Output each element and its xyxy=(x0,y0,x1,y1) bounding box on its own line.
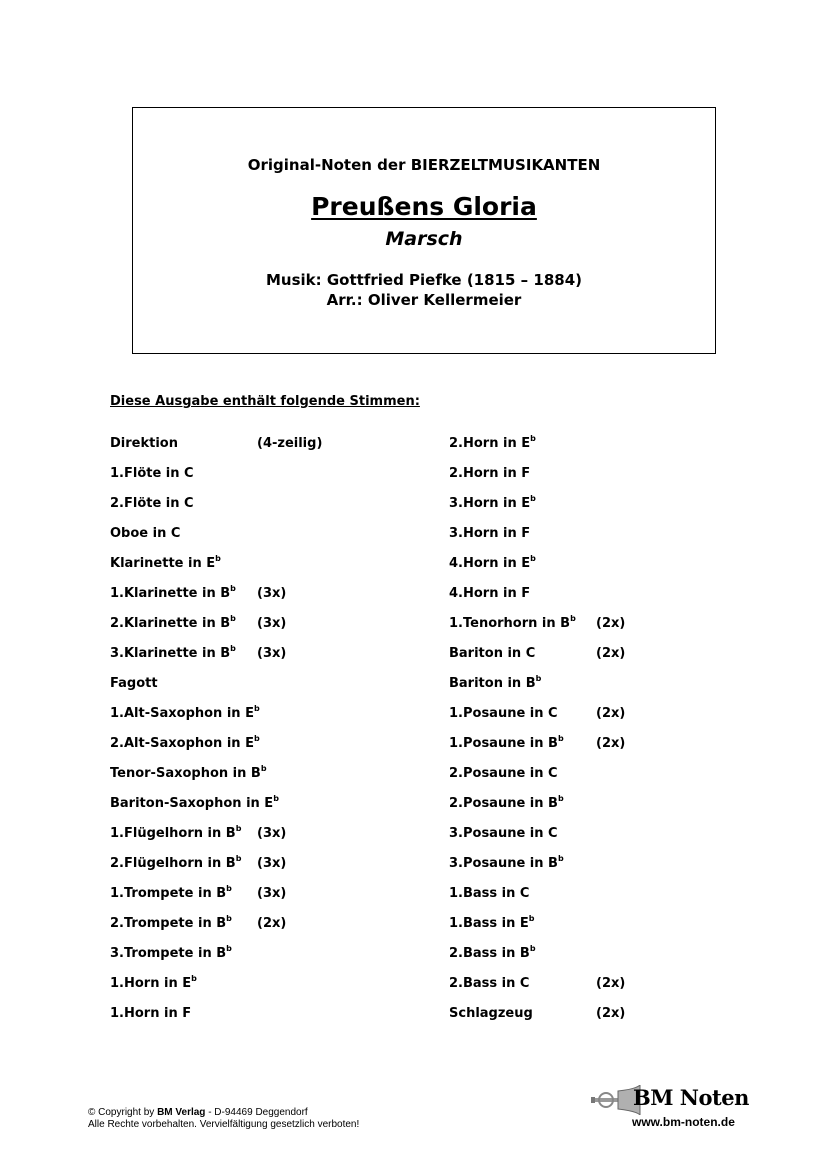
part-row xyxy=(110,1006,410,1036)
flat-sign: b xyxy=(230,643,236,653)
part-name-text: 3.Posaune in C xyxy=(449,826,558,841)
part-name-text: Fagott xyxy=(110,676,158,691)
part-name-text: 2.Trompete in B xyxy=(110,916,227,931)
part-name-text: 3.Horn in E xyxy=(449,496,531,511)
part-row xyxy=(449,886,749,916)
part-name xyxy=(110,496,194,511)
part-name xyxy=(449,526,530,541)
bm-noten-logo xyxy=(590,1085,749,1135)
part-name xyxy=(449,826,558,841)
part-name xyxy=(110,883,232,901)
flat-sign: b xyxy=(557,853,564,863)
part-row xyxy=(449,526,749,556)
part-row xyxy=(110,496,410,526)
part-row xyxy=(110,526,410,556)
part-name xyxy=(110,583,236,601)
arranger-credit: Arr.: Oliver Kellermeier xyxy=(326,291,522,309)
flat-sign: b xyxy=(226,913,232,923)
parts-column-left xyxy=(110,436,410,1036)
part-name-text: 1.Posaune in C xyxy=(449,706,558,721)
part-name xyxy=(110,703,260,721)
composer-credit: Musik: Gottfried Piefke (1815 – 1884) xyxy=(266,271,582,289)
part-name-text: Bariton-Saxophon in E xyxy=(110,796,274,811)
part-row xyxy=(110,733,410,766)
part-name-text: 1.Bass in E xyxy=(449,916,529,931)
part-name xyxy=(110,913,232,931)
part-name-text: 2.Posaune in B xyxy=(449,796,558,811)
piece-title-text: Preußens Gloria xyxy=(311,192,537,221)
part-row xyxy=(110,763,410,796)
part-row xyxy=(449,493,749,526)
flat-sign: b xyxy=(253,733,260,743)
parts-list-heading: Diese Ausgabe enthält folgende Stimmen: xyxy=(110,394,420,409)
part-row xyxy=(110,913,410,946)
part-row xyxy=(449,673,749,706)
part-name-text: Direktion xyxy=(110,436,178,451)
flat-sign: b xyxy=(235,853,242,863)
part-row xyxy=(110,943,410,976)
part-row xyxy=(449,1006,749,1036)
part-name xyxy=(110,553,221,571)
copyright-line xyxy=(88,1107,359,1119)
part-name xyxy=(449,553,536,571)
part-row xyxy=(110,643,410,676)
part-name xyxy=(449,673,542,691)
flat-sign: b xyxy=(535,673,542,683)
part-name xyxy=(110,853,242,871)
part-row xyxy=(449,766,749,796)
part-count: (4-zeilig) xyxy=(257,436,323,451)
part-name-text: 1.Alt-Saxophon in E xyxy=(110,706,254,721)
flat-sign: b xyxy=(273,793,279,803)
flat-sign: b xyxy=(230,583,236,593)
part-name-text: 2.Flöte in C xyxy=(110,496,194,511)
part-name-text: 1.Trompete in B xyxy=(110,886,227,901)
part-name xyxy=(110,643,236,661)
part-row xyxy=(110,583,410,616)
part-row xyxy=(449,613,749,646)
part-row xyxy=(449,976,749,1006)
part-count: (3x) xyxy=(257,646,287,661)
logo-url: www.bm-noten.de xyxy=(632,1115,735,1129)
part-count: (3x) xyxy=(257,856,287,871)
title-box xyxy=(132,107,716,354)
part-name xyxy=(110,943,232,961)
flat-sign: b xyxy=(230,613,236,623)
part-name-text: Bariton in B xyxy=(449,676,536,691)
part-name-text: 2.Horn in E xyxy=(449,436,531,451)
part-row xyxy=(110,553,410,586)
part-name xyxy=(449,646,535,661)
part-row xyxy=(449,913,749,946)
part-count: (2x) xyxy=(596,1006,626,1021)
part-name-text: Tenor-Saxophon in B xyxy=(110,766,261,781)
parts-column-right xyxy=(449,433,749,1036)
part-count: (2x) xyxy=(257,916,287,931)
part-name xyxy=(449,1006,533,1021)
part-row xyxy=(110,823,410,856)
part-name xyxy=(110,973,197,991)
flat-sign: b xyxy=(528,913,535,923)
flat-sign: b xyxy=(253,703,260,713)
part-name-text: 2.Bass in C xyxy=(449,976,530,991)
part-name xyxy=(110,823,242,841)
part-name xyxy=(449,586,530,601)
part-row xyxy=(449,553,749,586)
part-name xyxy=(110,526,180,541)
part-row xyxy=(110,436,410,466)
flat-sign: b xyxy=(260,763,267,773)
part-name xyxy=(449,793,564,811)
part-name-text: Bariton in C xyxy=(449,646,536,661)
part-count: (3x) xyxy=(257,616,287,631)
part-name xyxy=(110,793,279,811)
part-name xyxy=(110,733,260,751)
part-name-text: 1.Horn in E xyxy=(110,976,192,991)
part-name xyxy=(449,733,564,751)
part-row xyxy=(110,466,410,496)
part-row xyxy=(110,853,410,886)
part-name-text: 1.Bass in C xyxy=(449,886,530,901)
part-row xyxy=(449,733,749,766)
part-name-text: 3.Trompete in B xyxy=(110,946,227,961)
part-name-text: 1.Tenorhorn in B xyxy=(449,616,571,631)
part-row xyxy=(110,793,410,826)
flat-sign: b xyxy=(226,883,232,893)
logo-text: BM Noten xyxy=(633,1085,749,1110)
part-row xyxy=(449,826,749,856)
part-name xyxy=(110,676,158,691)
flat-sign: b xyxy=(557,733,564,743)
part-row xyxy=(449,466,749,496)
part-name-text: 4.Horn in F xyxy=(449,586,531,601)
publisher-address: - D-94469 Deggendorf xyxy=(205,1107,308,1118)
part-row xyxy=(449,793,749,826)
part-count: (2x) xyxy=(596,616,626,631)
part-row xyxy=(449,943,749,976)
part-name xyxy=(449,433,536,451)
part-name-text: Oboe in C xyxy=(110,526,181,541)
part-row xyxy=(110,703,410,736)
part-name xyxy=(449,493,536,511)
part-count: (3x) xyxy=(257,886,287,901)
part-name-text: 2.Horn in F xyxy=(449,466,531,481)
flat-sign: b xyxy=(529,943,536,953)
flat-sign: b xyxy=(557,793,564,803)
part-count: (3x) xyxy=(257,586,287,601)
part-name xyxy=(449,976,529,991)
part-row xyxy=(110,676,410,706)
part-name xyxy=(110,1006,191,1021)
part-count: (2x) xyxy=(596,736,626,751)
part-name-text: 1.Horn in F xyxy=(110,1006,192,1021)
part-row xyxy=(110,613,410,646)
part-row xyxy=(449,853,749,886)
part-name-text: 1.Flügelhorn in B xyxy=(110,826,236,841)
rights-line: Alle Rechte vorbehalten. Vervielfältigung gesetzlich verboten! xyxy=(88,1119,360,1130)
part-name xyxy=(449,766,558,781)
part-name xyxy=(110,613,236,631)
part-name xyxy=(110,763,267,781)
part-row xyxy=(449,433,749,466)
flat-sign: b xyxy=(235,823,242,833)
part-name-text: 3.Posaune in B xyxy=(449,856,558,871)
part-name xyxy=(110,466,194,481)
part-name xyxy=(110,436,178,451)
part-name-text: 2.Klarinette in B xyxy=(110,616,231,631)
part-name-text: 1.Flöte in C xyxy=(110,466,194,481)
part-name-text: 3.Horn in F xyxy=(449,526,531,541)
part-name-text: 2.Alt-Saxophon in E xyxy=(110,736,254,751)
part-row xyxy=(449,646,749,676)
part-count: (2x) xyxy=(596,706,626,721)
flat-sign: b xyxy=(530,433,536,443)
part-name xyxy=(449,913,535,931)
copyright-prefix: © Copyright by xyxy=(88,1107,158,1118)
flat-sign: b xyxy=(530,553,536,563)
part-name xyxy=(449,706,558,721)
part-name-text: Schlagzeug xyxy=(449,1006,533,1021)
part-row xyxy=(110,973,410,1006)
part-name-text: 4.Horn in E xyxy=(449,556,531,571)
part-name-text: 1.Posaune in B xyxy=(449,736,558,751)
flat-sign: b xyxy=(226,943,232,953)
flat-sign: b xyxy=(215,553,221,563)
part-count: (2x) xyxy=(596,976,626,991)
part-name-text: 2.Flügelhorn in B xyxy=(110,856,236,871)
part-name-text: 2.Bass in B xyxy=(449,946,530,961)
part-name-text: Klarinette in E xyxy=(110,556,216,571)
flat-sign: b xyxy=(191,973,197,983)
part-name xyxy=(449,613,576,631)
part-name-text: 2.Posaune in C xyxy=(449,766,558,781)
part-count: (3x) xyxy=(257,826,287,841)
publisher-name: BM Verlag xyxy=(157,1107,206,1118)
part-name xyxy=(449,886,529,901)
footer-copyright xyxy=(88,1107,359,1131)
flat-sign: b xyxy=(530,493,536,503)
part-name xyxy=(449,853,564,871)
part-name xyxy=(449,466,530,481)
piece-title xyxy=(133,192,715,221)
part-row xyxy=(449,706,749,736)
part-row xyxy=(110,883,410,916)
part-name xyxy=(449,943,536,961)
flat-sign: b xyxy=(570,613,576,623)
part-row xyxy=(449,586,749,616)
piece-genre: Marsch xyxy=(385,228,463,250)
part-count: (2x) xyxy=(596,646,626,661)
edition-subtitle: Original-Noten der BIERZELTMUSIKANTEN xyxy=(247,156,601,174)
part-name-text: 1.Klarinette in B xyxy=(110,586,231,601)
part-name-text: 3.Klarinette in B xyxy=(110,646,231,661)
